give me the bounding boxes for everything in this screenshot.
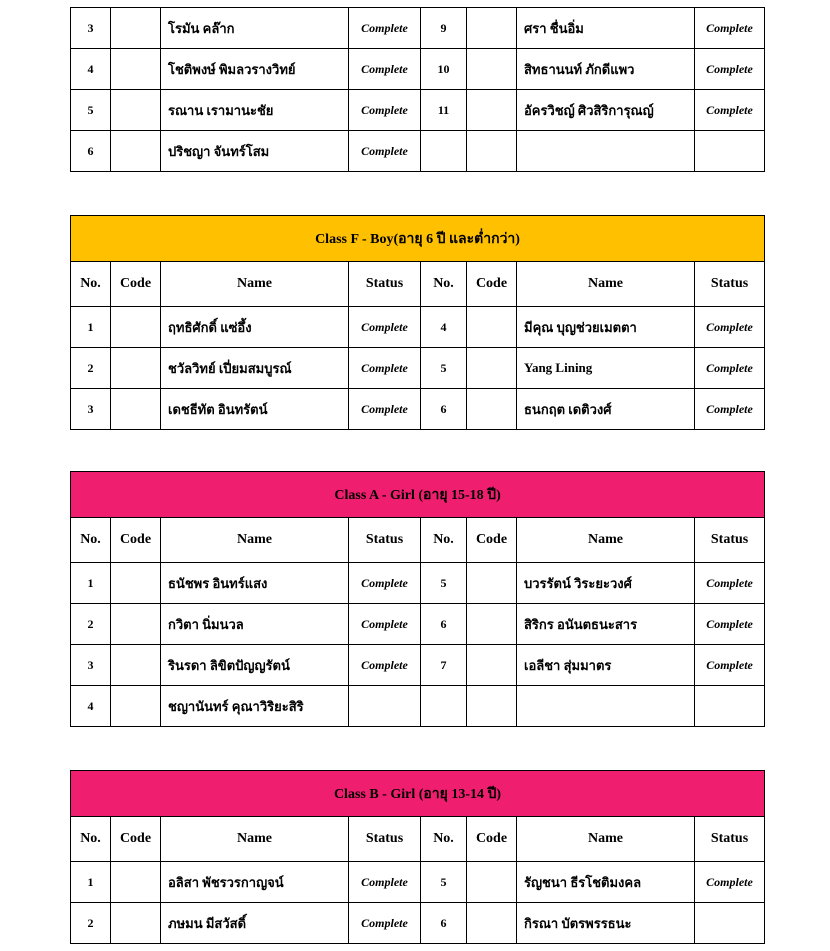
entry-number: 4	[71, 49, 111, 90]
entry-code	[467, 307, 517, 348]
header-status: Status	[349, 262, 421, 307]
entry-name: Yang Lining	[517, 348, 695, 389]
table-row	[71, 49, 765, 90]
table-row	[71, 604, 765, 645]
entry-status: Complete	[695, 563, 765, 604]
entry-code	[467, 8, 517, 49]
entry-name	[517, 131, 695, 172]
header-no: No.	[421, 262, 467, 307]
header-status: Status	[695, 262, 765, 307]
entry-number: 1	[71, 307, 111, 348]
table-row	[71, 862, 765, 903]
entry-status	[695, 686, 765, 727]
entry-number: 2	[71, 604, 111, 645]
entry-status: Complete	[695, 49, 765, 90]
entry-number	[421, 131, 467, 172]
entry-code	[111, 49, 161, 90]
header-no: No.	[71, 262, 111, 307]
entry-name: อัครวิชญ์ ศิวสิริการุณญ์	[517, 90, 695, 131]
entry-name: อลิสา พัชรวรกาญจน์	[161, 862, 349, 903]
entry-status: Complete	[695, 389, 765, 430]
entry-number: 4	[71, 686, 111, 727]
table-row	[71, 563, 765, 604]
entry-name: ฤทธิศักดิ์ แซ่อึ้ง	[161, 307, 349, 348]
header-status: Status	[695, 817, 765, 862]
entry-number: 6	[421, 903, 467, 944]
entry-code	[467, 862, 517, 903]
entry-number: 1	[71, 862, 111, 903]
entry-code	[111, 90, 161, 131]
entry-status: Complete	[695, 307, 765, 348]
header-name: Name	[161, 817, 349, 862]
header-code: Code	[111, 817, 161, 862]
entry-code	[111, 563, 161, 604]
entry-name: ปริชญา จันทร์โสม	[161, 131, 349, 172]
header-name: Name	[517, 518, 695, 563]
header-code: Code	[111, 518, 161, 563]
entry-code	[467, 604, 517, 645]
header-status: Status	[349, 817, 421, 862]
entry-status: Complete	[349, 8, 421, 49]
header-code: Code	[111, 262, 161, 307]
entry-name: กวิตา นิ่มนวล	[161, 604, 349, 645]
entry-code	[111, 307, 161, 348]
class-a-girl-table	[70, 471, 765, 727]
header-no: No.	[71, 518, 111, 563]
entry-status: Complete	[695, 90, 765, 131]
entry-name	[517, 686, 695, 727]
header-name: Name	[517, 817, 695, 862]
class-a-title: Class A - Girl (อายุ 15-18 ปี)	[71, 472, 765, 518]
entry-name: โรมัน คล๊าก	[161, 8, 349, 49]
entry-status: Complete	[349, 131, 421, 172]
entry-number: 4	[421, 307, 467, 348]
entry-number: 6	[421, 389, 467, 430]
entry-name: โชติพงษ์ พิมลวรางวิทย์	[161, 49, 349, 90]
entry-name: สิทธานนท์ ภักดีแพว	[517, 49, 695, 90]
header-name: Name	[161, 262, 349, 307]
entry-name: สิริกร อนันตธนะสาร	[517, 604, 695, 645]
header-no: No.	[421, 518, 467, 563]
entry-status: Complete	[349, 563, 421, 604]
header-code: Code	[467, 518, 517, 563]
entry-number: 6	[71, 131, 111, 172]
header-status: Status	[695, 518, 765, 563]
entry-number: 6	[421, 604, 467, 645]
header-code: Code	[467, 817, 517, 862]
entry-number: 1	[71, 563, 111, 604]
entry-code	[467, 645, 517, 686]
entry-status: Complete	[695, 348, 765, 389]
entry-number: 5	[421, 862, 467, 903]
entry-number: 5	[421, 348, 467, 389]
table-row	[71, 131, 765, 172]
table-row	[71, 903, 765, 944]
entry-number: 3	[71, 645, 111, 686]
header-code: Code	[467, 262, 517, 307]
table-row	[71, 90, 765, 131]
class-f-title: Class F - Boy(อายุ 6 ปี และต่ำกว่า)	[71, 216, 765, 262]
entry-code	[467, 686, 517, 727]
entry-number: 3	[71, 389, 111, 430]
entry-name: กิรณา บัตรพรรธนะ	[517, 903, 695, 944]
entry-code	[111, 645, 161, 686]
entry-status: Complete	[695, 862, 765, 903]
entry-status	[349, 686, 421, 727]
header-name: Name	[161, 518, 349, 563]
table-row	[71, 348, 765, 389]
entry-name: บวรรัตน์ วิระยะวงศ์	[517, 563, 695, 604]
entry-status: Complete	[349, 348, 421, 389]
table-row	[71, 8, 765, 49]
entry-number: 5	[421, 563, 467, 604]
class-f-boy-table	[70, 215, 765, 430]
entry-name: รณาน เรามานะชัย	[161, 90, 349, 131]
continued-table	[70, 7, 765, 172]
entry-name: ธนกฤต เดติวงศ์	[517, 389, 695, 430]
entry-code	[111, 862, 161, 903]
header-row	[71, 262, 765, 307]
entry-code	[111, 903, 161, 944]
entry-status: Complete	[349, 307, 421, 348]
entry-status: Complete	[349, 389, 421, 430]
entry-name: ธนัชพร อินทร์แสง	[161, 563, 349, 604]
class-a-body	[71, 563, 765, 727]
entry-status: Complete	[349, 862, 421, 903]
entry-code	[111, 604, 161, 645]
entry-number: 11	[421, 90, 467, 131]
entry-name: ภษมน มีสวัสดิ์	[161, 903, 349, 944]
entry-code	[467, 131, 517, 172]
entry-status: Complete	[695, 8, 765, 49]
header-name: Name	[517, 262, 695, 307]
entry-number: 2	[71, 903, 111, 944]
entry-code	[111, 348, 161, 389]
entry-name: เอลีชา สุ่มมาตร	[517, 645, 695, 686]
header-row	[71, 518, 765, 563]
entry-number: 9	[421, 8, 467, 49]
entry-code	[111, 131, 161, 172]
entry-name: เดชธีทัต อินทรัตน์	[161, 389, 349, 430]
entry-name: รัญชนา ธีรโชติมงคล	[517, 862, 695, 903]
entry-name: ชวัลวิทย์ เปี่ยมสมบูรณ์	[161, 348, 349, 389]
entry-code	[467, 348, 517, 389]
entry-status	[695, 131, 765, 172]
entry-code	[467, 903, 517, 944]
entry-code	[467, 389, 517, 430]
entry-number: 10	[421, 49, 467, 90]
entry-code	[467, 49, 517, 90]
continued-table-body	[71, 8, 765, 172]
entry-name: ศรา ชื่นอิ่ม	[517, 8, 695, 49]
entry-code	[111, 389, 161, 430]
entry-number: 3	[71, 8, 111, 49]
entry-code	[111, 8, 161, 49]
entry-code	[467, 563, 517, 604]
class-b-title: Class B - Girl (อายุ 13-14 ปี)	[71, 771, 765, 817]
entry-name: รินรดา ลิขิตปัญญรัตน์	[161, 645, 349, 686]
entry-number: 5	[71, 90, 111, 131]
class-f-body	[71, 307, 765, 430]
class-b-girl-table	[70, 770, 765, 944]
table-row	[71, 686, 765, 727]
table-row	[71, 307, 765, 348]
entry-status: Complete	[349, 645, 421, 686]
table-row	[71, 389, 765, 430]
class-b-body	[71, 862, 765, 944]
entry-code	[467, 90, 517, 131]
entry-code	[111, 686, 161, 727]
header-no: No.	[71, 817, 111, 862]
entry-name: มีคุณ บุญช่วยเมตตา	[517, 307, 695, 348]
entry-status: Complete	[349, 49, 421, 90]
entry-number: 7	[421, 645, 467, 686]
entry-status: Complete	[695, 604, 765, 645]
entry-status: Complete	[349, 604, 421, 645]
entry-number: 2	[71, 348, 111, 389]
table-row	[71, 645, 765, 686]
entry-status: Complete	[695, 645, 765, 686]
entry-status	[695, 903, 765, 944]
entry-status: Complete	[349, 90, 421, 131]
entry-number	[421, 686, 467, 727]
header-no: No.	[421, 817, 467, 862]
header-row	[71, 817, 765, 862]
header-status: Status	[349, 518, 421, 563]
entry-name: ชญานันทร์ คุณาวิริยะสิริ	[161, 686, 349, 727]
entry-status: Complete	[349, 903, 421, 944]
